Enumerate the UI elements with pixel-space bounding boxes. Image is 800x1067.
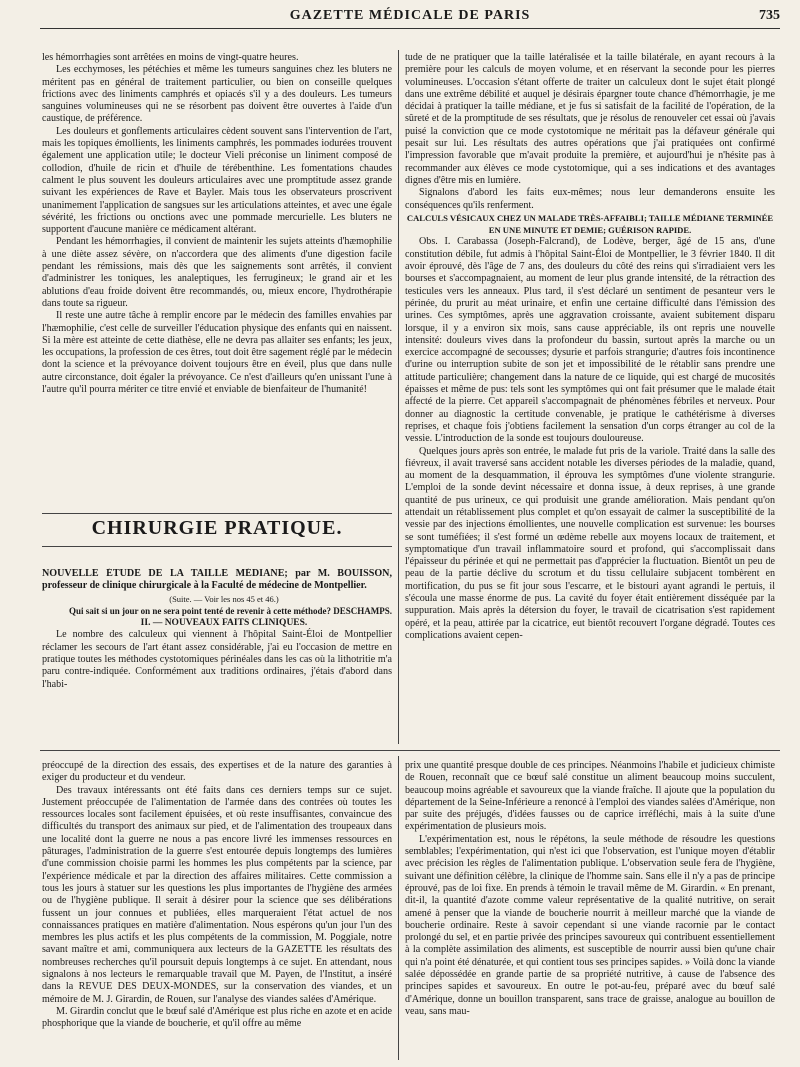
paragraph: Les ecchymoses, les pétéchies et même les tumeurs sanguines chez les bluters ne méritent pas en général de traitement particulier, ou bien on conseille quelques frictions avec des liniments camphrés et opiacés s'il y a des douleurs. Les tumeurs sanguines volumineuses qui ne se résorbent pas doivent être ouvertes à l'aide d'un caustique, de préférence. — [42, 64, 392, 125]
subheading: II. — NOUVEAUX FAITS CLINIQUES. — [140, 618, 308, 629]
section-rule-bottom — [42, 546, 392, 547]
paragraph: Des travaux intéressants ont été faits dans ces derniers temps sur ce sujet. Justement préoccupée de l'alimentation de l'armée dans des contrées où toutes les ressources locales sont facilement épuisées, et où reste insuffisantes, convaincue des difficultés du transport des animaux sur pied, et de l'alimentation des troupeaux dans une localité dont la guerre ne nous a pas encore livré les immenses ressources en pâturages, l'administration de la guerre s'est entourée depuis longtemps des lumières d'une commission choisie parmi les hommes les plus compétents par la science, par l'expérience médicale et par la direction des affaires militaires. Cette commission a tous les jours à statuer sur les questions les plus importantes de l'hygiène des armées ou de l'hygiène publique. Il serait à désirer pour la science que ses délibérations fussent un jour connues et publiées, elles marqueraient l'état actuel de nos connaissances pratiques en matière d'alimentation. Nous espérons qu'un jour l'un des membres les plus actifs et les plus compétents de la commission, M. Poggiale, notre savant maître et ami, communiquera aux lecteurs de la GAZETTE les résultats des nombreuses recherches qu'il poursuit depuis longtemps à ce sujet. En attendant, nous signalons à nos lecteurs le remarquable travail que M. Payen, de l'Institut, a inséré dans la REVUE DES DEUX-MONDES, sur la conservation des viandes, et un mémoire de M. J. Girardin, de Rouen, sur l'analyse des viandes salées d'Amérique. — [42, 784, 392, 1005]
paragraph: prix une quantité presque double de ces principes. Néanmoins l'habile et judicieux chimiste de Rouen, reconnaît que ce bœuf salé constitue un aliment beaucoup moins succulent, beaucoup moins agréable et savoureux que la viande fraîche. Il ajoute que la population du département de la Seine-Inférieure a renoncé à l'emploi des viandes salées d'Amérique, non par suite des préjugés, d'idées fausses ou de caprice irréfléchi, mais à la suite d'une expérimentation de plusieurs mois. — [405, 760, 775, 833]
article-heading: NOUVELLE ÉTUDE DE LA TAILLE MÉDIANE; par M. BOUISSON, professeur de clinique chirurgicale à la Faculté de médecine de Montpellier. — [42, 568, 392, 592]
continuation-note: (Suite. — Voir les nos 45 et 46.) — [169, 593, 279, 604]
page-header — [40, 6, 780, 29]
right-column-bottom — [405, 760, 775, 1060]
paragraph: préoccupé de la direction des essais, des expertises et de la nature des garanties à exiger du producteur et du vendeur. — [42, 760, 392, 784]
paragraph: Le nombre des calculeux qui viennent à l'hôpital Saint-Éloi de Montpellier réclamer les secours de l'art étant assez considérable, j'ai eu l'occasion de mettre en pratique toutes les méthodes cystotomiques périnéales dans les cas où la lithotritie m'a paru contre-indiquée. Conformément aux traditions ordinaires, j'étais d'abord dans l'habi- — [42, 629, 392, 690]
paragraph: Il reste une autre tâche à remplir encore par le médecin des familles envahies par l'hæmophilie, c'est celle de surveiller l'éducation physique des enfants qui en naissent. Si la mère est atteinte de cette diathèse, elle ne devra pas allaiter ses enfants; les jeux, les occupations, la profession de ces êtres, tout doit être sagement réglé par le médecin dont la science et la prévoyance doivent toujours être en éveil, plus que dans nulle autre circonstance, doit égaler la prévoyance. Ce n'est d'ailleurs qu'en unissant l'une à l'autre qu'il pourra mériter ce titre envié et enviable de bienfaiteur de l'humanité! — [42, 310, 392, 396]
column-divider-bottom — [398, 756, 399, 1060]
paragraph: M. Girardin conclut que le bœuf salé d'Amérique est plus riche en azote et en acide phosphorique que la viande de boucherie, et qu'il offre au même — [42, 1005, 392, 1030]
paragraph: L'expérimentation est, nous le répétons, la seule méthode de résoudre les questions semblables; l'expérimentation, qui n'est ici que l'observation, est l'unique moyen d'établir avec précision les règles de l'alimentation publique. L'observation seule fera de l'hygiène, suivant une définition célèbre, la clinique de l'homme sain. Sans elle il n'y a pas de principe éprouvé, pas de loi fixe. En prends à témoin le travail même de M. Girardin. « En prenant, dit-il, la quantité d'azote comme valeur représentative de la qualité nutritive, on serait amené à penser que la viande de boucherie nourrit à meilleur marché que la viande de boucherie ordinaire. Reste à savoir cependant si une viande racornie par le contact prolongé du sel, et en partie privée des principes savoureux qui contribuent essentiellement à la complète assimilation des aliments, est susceptible de nourrir aussi bien qu'une chair qui n'a point été dénaturée, et qui contient tous ses principes sapides. » Voilà donc la viande salée dépossédée en grande partie de sa propriété nutritive, à cause de l'absence des principes sapides et savoureux. En outre le pot-au-feu, préparé avec du bœuf salé d'Amérique, donne un bouillon transparent, sans trace de graisse, analogue au bouillon de veau, sans mau- — [405, 833, 775, 1017]
left-column-top — [42, 52, 392, 512]
left-column-bottom — [42, 760, 392, 1060]
right-column-top — [405, 52, 775, 744]
article-column — [42, 568, 392, 744]
paragraph: Quelques jours après son entrée, le malade fut pris de la variole. Traité dans la salle des fiévreux, il avait traversé sans accident notable les diverses périodes de la maladie, quand, au moment de la desquammation, il éprouva les symptômes d'une violente strangurie. L'emploi de la sonde devint nécessaire et donna issue, à deux reprises, à une grande quantité de pus urineux, ce qui produisit une grande amélioration. Mais pendant qu'on attendait un rétablissement plus complet et qu'on essayait de calmer la susceptibilité de la vessie par des injections émollientes, une nouvelle complication est survenue: les bourses se sont tuméfiées; il s'est formé un œdème rebelle aux moyens locaux de traitement, et symptomatique d'un travail inflammatoire sourd et profond, qui s'accomplissait dans l'épaisseur du périnée et qui ne permettait pas d'apprécier la fluctuation. Bientôt un peu de peau de la partie déclive du scrotum et du tissu cellulaire subjacent tombèrent en mortification, du pus se fit jour sous l'escarre, et le bistouri ayant agrandi le pertuis, il s'écoula une masse énorme de pus. La cavité du foyer était entièrement disséquée par la suppuration. Mais après la détersion du foyer, le travail de cicatrisation s'est rapidement opéré, et la peau, attirée par la cicatrice, eut bientôt recouvert l'organe dégradé. Toutes ces complications avaient cepen- — [405, 445, 775, 641]
column-divider-top — [398, 50, 399, 744]
journal-title: GAZETTE MÉDICALE DE PARIS — [289, 8, 531, 23]
page-number: 735 — [759, 8, 780, 23]
case-title: CALCULS VÉSICAUX CHEZ UN MALADE TRÈS-AFFAIBLI; TAILLE MÉDIANE TERMINÉE EN UNE MINUTE ET DEMIE; GUÉRISON RAPIDE. — [406, 212, 774, 236]
paragraph: Signalons d'abord les faits eux-mêmes; nous leur demanderons ensuite les conséquences qu'ils renferment. — [405, 187, 775, 211]
paragraph: Les douleurs et gonflements articulaires cèdent souvent sans l'intervention de l'art, mais les topiques émollients, les liniments camphrés, les pommades iodurées trouvent également une application utile; le docteur Vieli préconise un liniment composé de collodion, d'huile de ricin et d'huile de térébenthine. Les fomentations chaudes calment le plus souvent les douleurs articulaires avec une promptitude assez grande suivant les expériences de Rave et Bayler. Mais tous les observateurs proscrivent unanimement l'application de sangsues sur les articulations atteintes, et avec une égale sévérité, les frictions ou onctions avec une pommade mercurielle. Les bluters ne supportent d'aucune manière ce médicament altérant. — [42, 125, 392, 236]
section-rule-top — [42, 513, 392, 514]
paragraph: Pendant les hémorrhagies, il convient de maintenir les sujets atteints d'hæmophilie à une diète assez sévère, on n'accordera que des aliments d'une digestion facile pendant les rémissions, mais dès que les saignements sont arrêtés, il convient d'administrer les toniques, les analeptiques, les ferrugineux; le grand air et les ablutions d'eau froide doivent être recommandés, ou, mieux encore, l'hydrothérapie dans toute sa rigueur. — [42, 236, 392, 309]
epigraph: Qui sait si un jour on ne sera point tenté de revenir à cette méthode? DESCHAMPS. — [69, 605, 392, 616]
paragraph: les hémorrhagies sont arrêtées en moins de vingt-quatre heures. — [42, 52, 299, 63]
section-title: CHIRURGIE PRATIQUE. — [91, 517, 343, 539]
page-divider-rule — [40, 750, 780, 751]
paragraph: tude de ne pratiquer que la taille latéralisée et la taille bilatérale, en ayant recours à la première pour les calculs de moyen volume, et en réservant la seconde pour les pierres volumineuses. L'occasion s'étant offerte de traiter un calculeux dont le sujet était plongé dans une extrême débilité et auquel je désirais épargner toute chance d'hémorrhagie, je me décidai à pratiquer la taille médiane, et je fus si satisfait de la facilité de l'opération, de la sûreté et de la promptitude de ses résultats, que je résolus de renouveler cet essai où j'avais puisé la conviction que ce mode cystotomique ne méritait pas la défaveur générale qui pesait sur lui. Les résultats des autres opérations que j'ai pratiquées ont confirmé l'impression favorable que m'avait produite la première, et aujourd'hui je n'hésite pas à recommander aux élèves ce mode cystotomique, qui a ses indications et des avantages dignes d'être mis en lumière. — [405, 52, 775, 186]
paragraph: Obs. I. Carabassa (Joseph-Falcrand), de Lodève, berger, âgé de 15 ans, d'une constitution débile, fut admis à l'hôpital Saint-Éloi de Montpellier, le 3 février 1840. Il dit avoir éprouvé, dès l'âge de 7 ans, des douleurs du côté des reins qui s'irradiaient vers les bourses et s'accompagnaient, au moment de leur plus grande intensité, de la rétraction des testicules vers les anneaux. Plus tard, il s'est déclaré un sentiment de pesanteur vers le périnée, du prurit au méat urinaire, et enfin une certaine difficulté dans l'émission des urines. Ces symptômes, après une aggravation croissante, avaient subitement disparu lorsque, il y a environ six mois, sans cause appréciable, ils ont repris une nouvelle intensité: douleurs vives dans la profondeur du bassin, surtout après la marche ou un exercice accompagné de secousses; dysurie et parfois strangurie; d'autres fois incontinence d'urine ou interruption subite de son jet et impossibilité de le rétablir sans prendre une attitude particulière; changement dans la nature de ce liquide, qui est chargé de mucosités épaisses et même de pus: tels sont les symptômes qui ont fait présumer que le malade était affecté de la pierre. Cet appareil s'accompagnait de phénomènes fébriles et nerveux. Pour donner au diagnostic la certitude convenable, je pratique le cathétérisme à diverses reprises, et chaque fois j'obtiens facilement la sensation d'un corps étranger au col de la vessie. L'introduction de la sonde est toujours douloureuse. — [405, 236, 775, 445]
